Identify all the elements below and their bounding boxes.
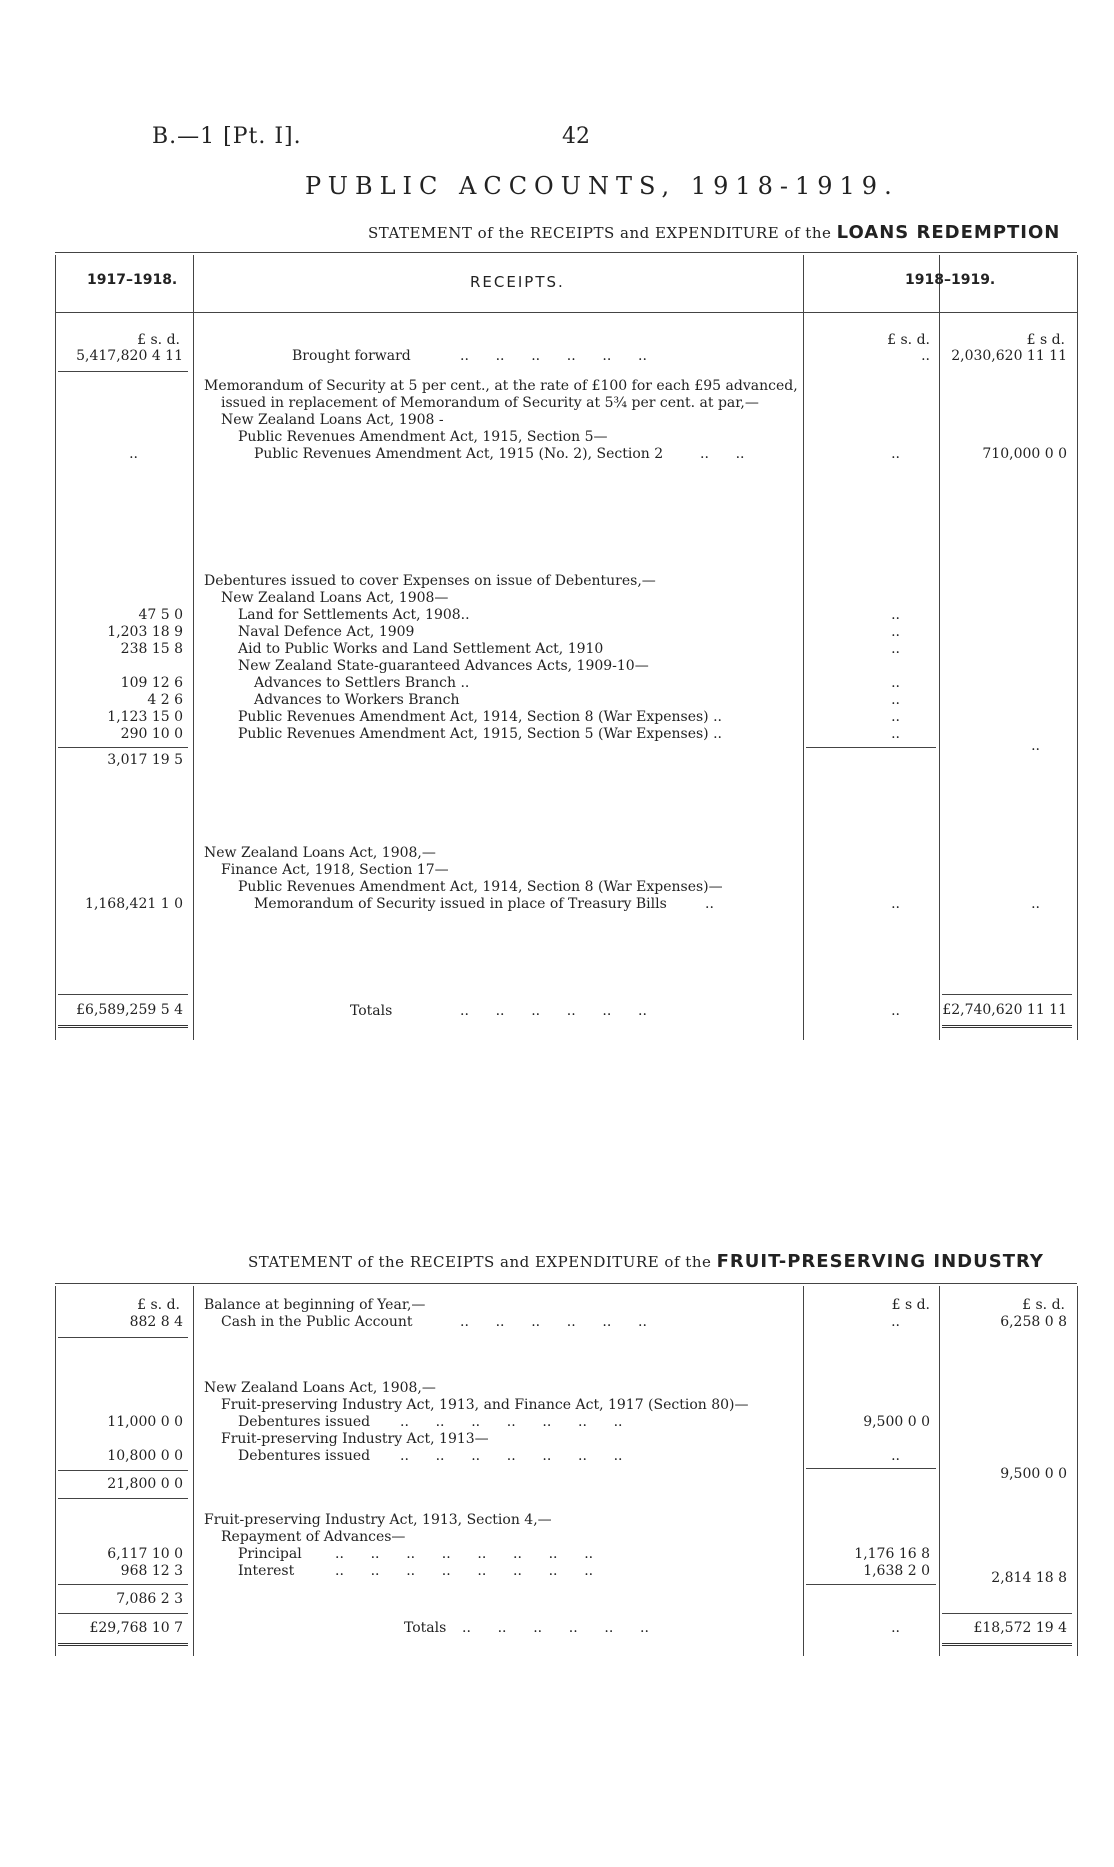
rule xyxy=(806,747,936,748)
fruit-col-divider xyxy=(1077,1286,1078,1656)
loans-col-divider xyxy=(939,255,940,1040)
loans-totals-prev: £6,589,259 5 4 xyxy=(76,1002,183,1018)
debenture-item-label: Public Revenues Amendment Act, 1914, Section 8 (War Expenses) .. xyxy=(238,709,722,725)
leader-dots: .. .. .. .. .. .. .. xyxy=(400,1414,623,1430)
fruit-loans-line: Fruit-preserving Industry Act, 1913, and Finance Act, 1917 (Section 80)— xyxy=(221,1397,749,1413)
loans-brought-forward-right: 2,030,620 11 11 xyxy=(951,348,1067,364)
fruit-loans-line: New Zealand Loans Act, 1908,— xyxy=(204,1380,436,1396)
leader-dots: .. .. .. .. .. .. .. .. xyxy=(335,1546,594,1562)
fruit-loans-mid2: .. xyxy=(891,1448,900,1464)
loans-debentures-subtotal-prev: 3,017 19 5 xyxy=(107,752,183,768)
loans-brought-forward-mid: .. xyxy=(921,348,930,364)
loans-finance-line: Finance Act, 1918, Section 17— xyxy=(221,862,449,878)
double-rule xyxy=(58,1025,188,1028)
fruit-unit-right: £ s. d. xyxy=(1022,1297,1065,1313)
loans-memo-prev: .. xyxy=(129,446,138,462)
loans-memo-line: Public Revenues Amendment Act, 1915 (No. 2), Section 2 xyxy=(254,446,664,462)
rule xyxy=(58,1470,188,1471)
loans-col-divider xyxy=(803,255,804,1040)
loans-top-border xyxy=(55,252,1077,253)
rule xyxy=(806,1584,936,1585)
loans-col-receipts: RECEIPTS. xyxy=(470,273,565,291)
debenture-item-prev: 1,123 15 0 xyxy=(107,709,183,725)
loans-memo-line: Public Revenues Amendment Act, 1915, Section 5— xyxy=(238,429,608,445)
loans-debentures-line: Debentures issued to cover Expenses on issue of Debentures,— xyxy=(204,573,656,589)
loans-memo-right: 710,000 0 0 xyxy=(982,446,1067,462)
rule xyxy=(806,1468,936,1469)
debenture-item-label: Public Revenues Amendment Act, 1915, Section 5 (War Expenses) .. xyxy=(238,726,722,742)
debenture-item-label: Naval Defence Act, 1909 xyxy=(238,624,415,640)
fruit-statement-heading xyxy=(248,1251,1044,1272)
loans-finance-mid: .. xyxy=(891,896,900,912)
loans-totals-right: £2,740,620 11 11 xyxy=(942,1002,1067,1018)
fruit-loans-prev1: 11,000 0 0 xyxy=(107,1414,183,1430)
debenture-item-prev: 238 15 8 xyxy=(120,641,183,657)
debenture-item-label: Advances to Settlers Branch .. xyxy=(254,675,470,691)
fruit-totals-right: £18,572 19 4 xyxy=(973,1620,1067,1636)
fruit-unit-prev: £ s. d. xyxy=(137,1297,180,1313)
loans-memo-line: New Zealand Loans Act, 1908 - xyxy=(221,412,444,428)
loans-unit-mid: £ s. d. xyxy=(887,332,930,348)
fruit-statement-prefix: STATEMENT of the RECEIPTS and EXPENDITURE of the xyxy=(248,1253,712,1271)
double-rule xyxy=(942,1643,1072,1646)
leader-dots: .. .. .. .. .. .. xyxy=(460,1003,647,1019)
debenture-item-prev: 1,203 18 9 xyxy=(107,624,183,640)
leader-dots: .. .. .. .. .. .. xyxy=(460,1314,647,1330)
debenture-item-prev: 47 5 0 xyxy=(138,607,183,623)
leader-dots: .. .. .. .. .. .. xyxy=(460,348,647,364)
debenture-item-label: Aid to Public Works and Land Settlement Act, 1910 xyxy=(238,641,604,657)
fruit-col-divider xyxy=(803,1286,804,1656)
loans-finance-prev: 1,168,421 1 0 xyxy=(85,896,183,912)
fruit-advances-subtotal-prev: 7,086 2 3 xyxy=(116,1591,183,1607)
loans-finance-right: .. xyxy=(1031,896,1040,912)
page-title: PUBLIC ACCOUNTS, 1918-1919. xyxy=(305,172,899,200)
loans-totals-mid: .. xyxy=(891,1003,900,1019)
debenture-item-prev: 4 2 6 xyxy=(147,692,183,708)
loans-brought-forward-prev: 5,417,820 4 11 xyxy=(76,348,183,364)
fruit-loans-line: Debentures issued xyxy=(238,1414,371,1430)
debenture-item-mid: .. xyxy=(891,624,900,640)
fruit-principal-prev: 6,117 10 0 xyxy=(107,1546,183,1562)
debenture-item-mid: .. xyxy=(891,726,900,742)
loans-finance-line: New Zealand Loans Act, 1908,— xyxy=(204,845,436,861)
rule xyxy=(58,1498,188,1499)
debenture-item-prev: 290 10 0 xyxy=(120,726,183,742)
loans-statement-prefix: STATEMENT of the RECEIPTS and EXPENDITURE of the xyxy=(368,224,832,242)
fruit-totals-label: Totals xyxy=(404,1620,447,1636)
fruit-balance-line: Cash in the Public Account xyxy=(221,1314,413,1330)
rule xyxy=(58,1584,188,1585)
leader-dots: .. .. .. .. .. .. xyxy=(462,1620,649,1636)
fruit-principal-mid: 1,176 16 8 xyxy=(854,1546,930,1562)
debenture-item-mid: .. xyxy=(891,692,900,708)
loans-memo-line: Memorandum of Security at 5 per cent., at the rate of £100 for each £95 advanced, xyxy=(204,378,798,394)
fruit-advances-line: Fruit-preserving Industry Act, 1913, Section 4,— xyxy=(204,1512,552,1528)
fruit-loans-subtotal-prev: 21,800 0 0 xyxy=(107,1476,183,1492)
fruit-loans-prev2: 10,800 0 0 xyxy=(107,1448,183,1464)
loans-finance-line: Memorandum of Security issued in place of Treasury Bills xyxy=(254,896,667,912)
document-reference: B.—1 [Pt. I]. xyxy=(152,124,302,149)
loans-debentures-line: New Zealand Loans Act, 1908— xyxy=(221,590,449,606)
rule xyxy=(58,1337,188,1338)
debenture-item-mid: .. xyxy=(891,641,900,657)
double-rule xyxy=(58,1643,188,1646)
fruit-totals-prev: £29,768 10 7 xyxy=(89,1620,183,1636)
loans-col-divider xyxy=(55,255,56,1040)
rule xyxy=(58,371,188,372)
debenture-item-label: Land for Settlements Act, 1908.. xyxy=(238,607,470,623)
debenture-item-mid: .. xyxy=(891,709,900,725)
fruit-top-border xyxy=(55,1283,1077,1284)
fruit-totals-mid: .. xyxy=(891,1620,900,1636)
fruit-col-divider xyxy=(55,1286,56,1656)
fruit-advances-line: Interest xyxy=(238,1563,295,1579)
fruit-interest-mid: 1,638 2 0 xyxy=(863,1563,930,1579)
rule xyxy=(58,994,188,995)
debenture-item-mid: .. xyxy=(891,607,900,623)
rule xyxy=(942,994,1072,995)
fruit-advances-right: 2,814 18 8 xyxy=(991,1570,1067,1586)
loans-statement-heading xyxy=(368,222,1060,243)
loans-debentures-right: .. xyxy=(1031,738,1040,754)
fruit-statement-fund: FRUIT-PRESERVING INDUSTRY xyxy=(716,1251,1044,1272)
fruit-col-divider xyxy=(193,1286,194,1656)
fruit-loans-line: Fruit-preserving Industry Act, 1913— xyxy=(221,1431,489,1447)
rule xyxy=(942,1613,1072,1614)
fruit-loans-mid1: 9,500 0 0 xyxy=(863,1414,930,1430)
page-number: 42 xyxy=(562,124,590,149)
double-rule xyxy=(942,1025,1072,1028)
fruit-loans-line: Debentures issued xyxy=(238,1448,371,1464)
loans-memo-mid: .. xyxy=(891,446,900,462)
fruit-balance-line: Balance at beginning of Year,— xyxy=(204,1297,426,1313)
loans-unit-right: £ s d. xyxy=(1026,332,1065,348)
fruit-balance-right: 6,258 0 8 xyxy=(1000,1314,1067,1330)
rule xyxy=(58,747,188,748)
fruit-unit-mid: £ s d. xyxy=(891,1297,930,1313)
fruit-loans-right: 9,500 0 0 xyxy=(1000,1466,1067,1482)
debenture-item-prev: 109 12 6 xyxy=(120,675,183,691)
debenture-item-label: Advances to Workers Branch xyxy=(254,692,460,708)
fruit-advances-line: Principal xyxy=(238,1546,302,1562)
loans-col-curr-year: 1918–1919. xyxy=(905,272,996,288)
leader-dots: .. .. .. .. .. .. .. .. xyxy=(335,1563,594,1579)
loans-unit-prev: £ s. d. xyxy=(137,332,180,348)
rule xyxy=(58,1613,188,1614)
loans-brought-forward-label: Brought forward xyxy=(292,348,411,364)
loans-finance-line: Public Revenues Amendment Act, 1914, Section 8 (War Expenses)— xyxy=(238,879,723,895)
loans-totals-label: Totals xyxy=(350,1003,393,1019)
leader-dots: .. .. xyxy=(700,446,745,462)
loans-col-prev-year: 1917–1918. xyxy=(87,272,178,288)
leader-dots: .. .. .. .. .. .. .. xyxy=(400,1448,623,1464)
loans-col-divider xyxy=(193,255,194,1040)
fruit-col-divider xyxy=(939,1286,940,1656)
debenture-item-mid: .. xyxy=(891,675,900,691)
loans-header-rule xyxy=(55,312,1077,313)
loans-col-divider xyxy=(1077,255,1078,1040)
leader-dots: .. xyxy=(705,896,714,912)
loans-statement-fund: LOANS REDEMPTION xyxy=(836,222,1061,243)
fruit-interest-prev: 968 12 3 xyxy=(120,1563,183,1579)
loans-memo-line: issued in replacement of Memorandum of Security at 5¾ per cent. at par,— xyxy=(221,395,759,411)
loans-debentures-line: New Zealand State-guaranteed Advances Acts, 1909-10— xyxy=(238,658,649,674)
fruit-balance-mid: .. xyxy=(891,1314,900,1330)
fruit-advances-line: Repayment of Advances— xyxy=(221,1529,406,1545)
fruit-balance-prev: 882 8 4 xyxy=(129,1314,183,1330)
